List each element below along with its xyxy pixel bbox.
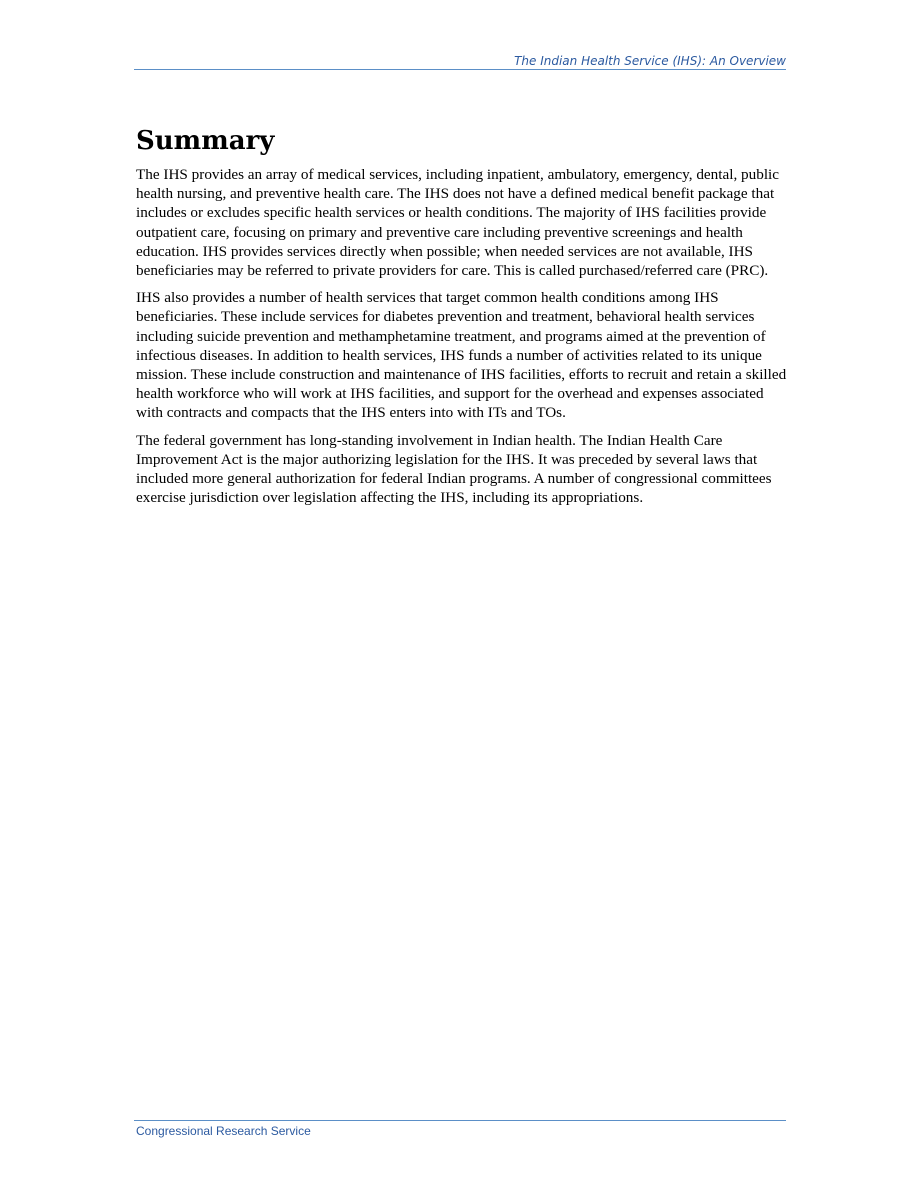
page-content [136,124,788,515]
summary-paragraph-2: IHS also provides a number of health services that target common health conditions among IHS beneficiaries. These include services for diabetes prevention and treatment, behavioral health services including suicide prevention and methamphetamine treatment, and programs aimed at the prevention of infectious diseases. In addition to health services, IHS funds a number of activities related to its unique mission. These include construction and maintenance of IHS facilities, efforts to recruit and retain a skilled health workforce who will work at IHS facilities, and support for the overhead and expenses associated with contracts and compacts that the IHS enters into with ITs and TOs. [136,289,787,422]
running-header [134,54,786,70]
summary-paragraph-1: The IHS provides an array of medical services, including inpatient, ambulatory, emergency, dental, public health nursing, and preventive health care. The IHS does not have a defined medical benefit package that includes or excludes specific health services or health conditions. The majority of IHS facilities provide outpatient care, focusing on primary and preventive care including preventive screenings and health education. IHS provides services directly when possible; when needed services are not available, IHS beneficiaries may be referred to private providers for care. This is called purchased/referred care (PRC). [136,166,780,280]
footer-organization: Congressional Research Service [136,1124,311,1138]
summary-paragraph-3: The federal government has long-standing involvement in Indian health. The Indian Health Care Improvement Act is the major authorizing legislation for the IHS. It was preceded by several laws that included more general authorization for federal Indian programs. A number of congressional committees exercise jurisdiction over legislation affecting the IHS, including its appropriations. [136,431,772,507]
running-footer [134,1120,786,1138]
section-title: Summary [136,126,275,156]
running-header-title: The Indian Health Service (IHS): An Overview [514,54,786,68]
